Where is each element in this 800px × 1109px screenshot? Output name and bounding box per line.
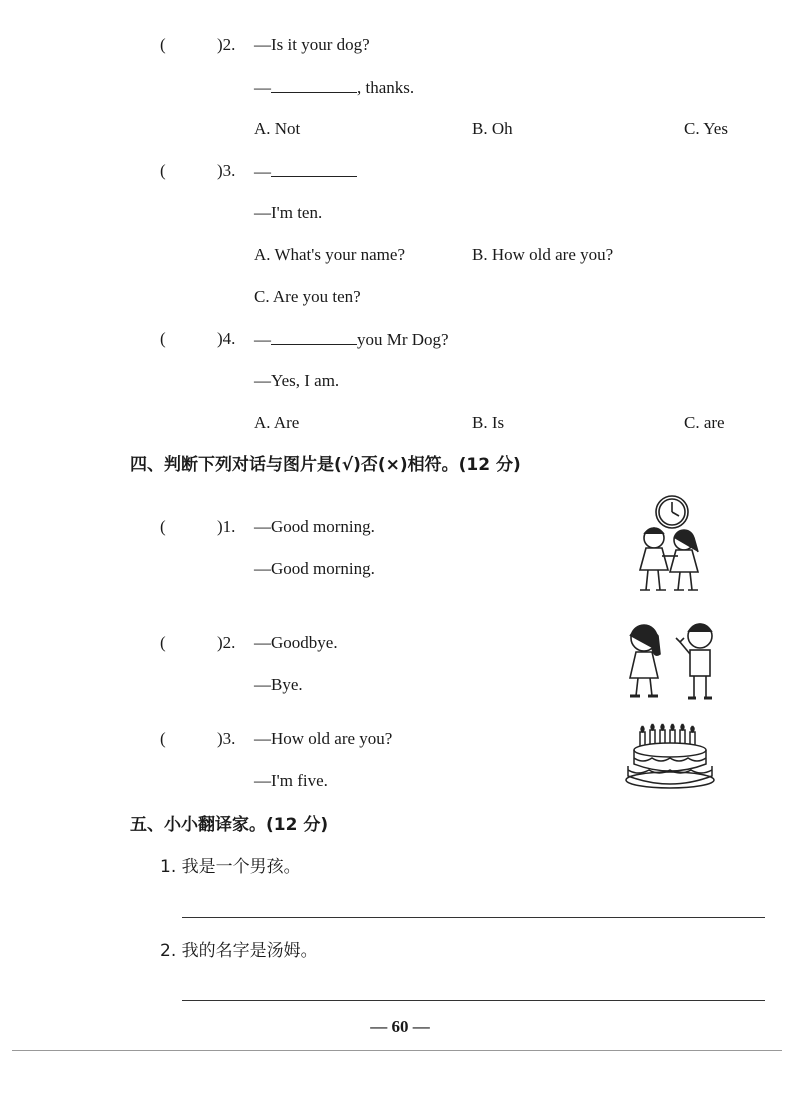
dialogue-line: —How old are you? xyxy=(254,729,393,748)
option-a[interactable]: A. Not xyxy=(254,119,301,138)
question-number: )4. xyxy=(217,329,236,348)
paren-open: ( xyxy=(160,329,166,348)
question-line: — you Mr Dog? xyxy=(254,330,449,349)
boy-girl-clock-icon xyxy=(618,490,718,600)
option-b[interactable]: B. How old are you? xyxy=(472,245,614,264)
translation-item-1: 1. 我是一个男孩。 xyxy=(160,857,301,877)
option-c[interactable]: C. Yes xyxy=(684,119,728,138)
item-number: )3. xyxy=(217,729,236,748)
dialogue-line: —Good morning. xyxy=(254,517,375,536)
birthday-cake-icon xyxy=(620,722,720,792)
paren-open: ( xyxy=(160,35,166,54)
girl-boy-waving-icon xyxy=(614,616,724,706)
question-line: — xyxy=(254,160,357,183)
answer-line: — , thanks. xyxy=(254,78,415,97)
paren-open: ( xyxy=(160,517,166,536)
translation-answer-line-2[interactable] xyxy=(182,1000,765,1001)
option-b[interactable]: B. Is xyxy=(472,413,505,432)
question-line: —Is it your dog? xyxy=(254,35,370,54)
item-number: )1. xyxy=(217,517,236,536)
option-a[interactable]: A. What's your name? xyxy=(254,245,405,264)
question-number: )3. xyxy=(217,161,236,180)
page-number: — 60 — xyxy=(370,1017,430,1036)
section-title-part5: 五、小小翻译家。(12 分) xyxy=(130,815,329,835)
option-a[interactable]: A. Are xyxy=(254,413,300,432)
dialogue-line: —Good morning. xyxy=(254,559,375,578)
paren-open: ( xyxy=(160,633,166,652)
footer-divider xyxy=(12,1050,782,1051)
option-b[interactable]: B. Oh xyxy=(472,119,513,138)
answer-line: —Yes, I am. xyxy=(254,371,340,390)
paren-open: ( xyxy=(160,161,166,180)
item-number: )2. xyxy=(217,633,236,652)
option-c[interactable]: C. are xyxy=(684,413,725,432)
translation-item-2: 2. 我的名字是汤姆。 xyxy=(160,941,318,961)
question-number: )2. xyxy=(217,35,236,54)
dialogue-line: —Bye. xyxy=(254,675,303,694)
option-c[interactable]: C. Are you ten? xyxy=(254,287,361,306)
section-title-part4: 四、判断下列对话与图片是(√)否(×)相符。(12 分) xyxy=(130,455,521,475)
fill-in-blank[interactable] xyxy=(271,328,357,345)
fill-in-blank[interactable] xyxy=(271,76,357,93)
fill-in-blank[interactable] xyxy=(271,160,357,177)
answer-line: —I'm ten. xyxy=(254,203,323,222)
dialogue-line: —I'm five. xyxy=(254,771,328,790)
paren-open: ( xyxy=(160,729,166,748)
translation-answer-line-1[interactable] xyxy=(182,917,765,918)
dialogue-line: —Goodbye. xyxy=(254,633,338,652)
